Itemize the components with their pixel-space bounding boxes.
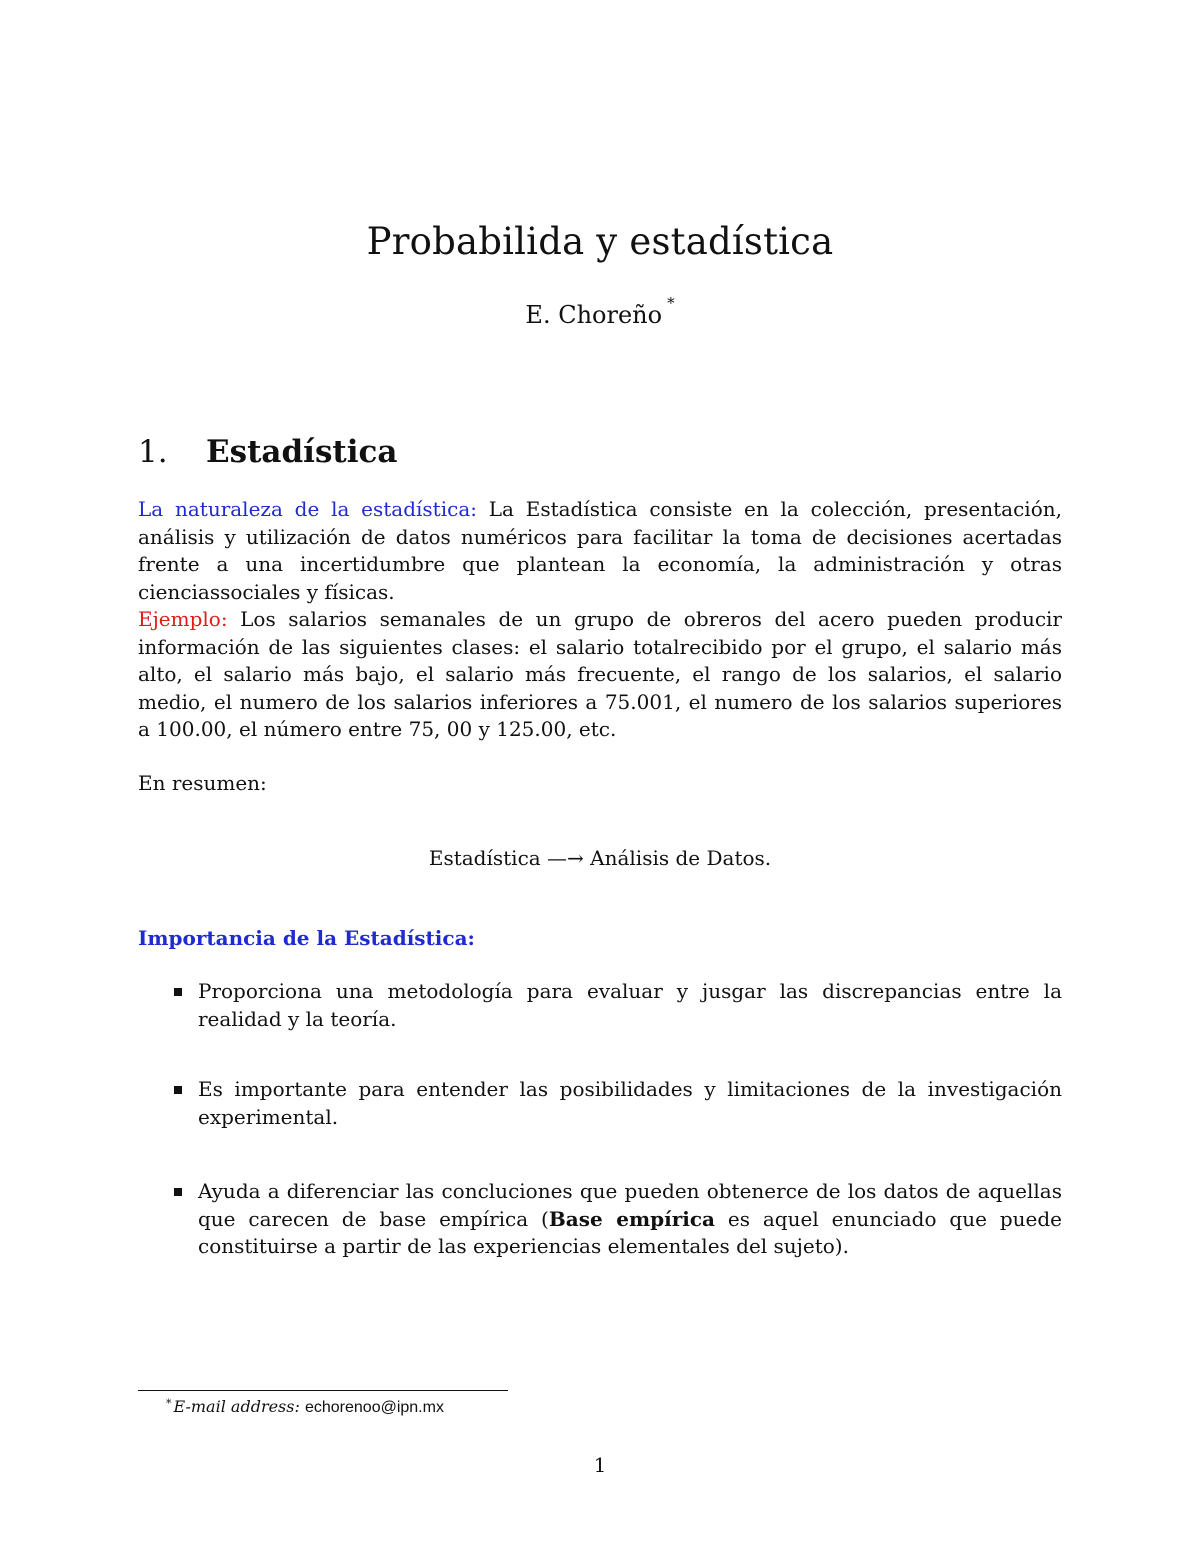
- example-label: Ejemplo:: [138, 607, 228, 631]
- footnote-label: E-mail address:: [173, 1397, 300, 1416]
- example-text: Los salarios semanales de un grupo de obreros del acero pueden producir información de las siguientes clases: el salario totalrecibido por el grupo, el salario más alto, el salario más bajo, el salario más frecuente, el rango de los salarios, el salario medio, el numero de los salarios inferiores a 75.001, el numero de los salarios superiores a 100.00, el número entre 75, 00 y 125.00, etc.: [138, 607, 1062, 741]
- document-title: Probabilida y estadística: [366, 220, 834, 263]
- bullet-text-after: es aquel enunciado que puede constituirse a partir de las experiencias elementales del sujeto).: [198, 1206, 1062, 1258]
- footnote: [166, 1397, 444, 1417]
- footnote-divider: [138, 1390, 508, 1391]
- nature-paragraph: [138, 496, 1062, 606]
- square-bullet-icon: [174, 988, 182, 996]
- summary-label: En resumen:: [138, 771, 267, 795]
- bullet-text: [198, 1178, 1062, 1261]
- bullet-text: Proporciona una metodología para evaluar y jusgar las discrepancias entre la realidad y la teoría.: [198, 979, 1062, 1031]
- bullet-bold-term: Base empírica: [548, 1206, 715, 1231]
- nature-label: La naturaleza de la estadística:: [138, 497, 477, 521]
- summary-formula: Estadística —→ Análisis de Datos.: [428, 846, 772, 870]
- square-bullet-icon: [174, 1086, 182, 1094]
- footnote-mark: *: [166, 1397, 172, 1410]
- section-number: 1.: [138, 434, 168, 470]
- section-heading: [138, 434, 397, 470]
- square-bullet-icon: [174, 1188, 182, 1196]
- bullet-text: Es importante para entender las posibilidades y limitaciones de la investigación experimental.: [198, 1077, 1062, 1129]
- author-footnote-mark: *: [667, 294, 675, 312]
- section-title: Estadística: [206, 434, 398, 470]
- author-name: E. Choreño: [525, 301, 663, 329]
- nature-text: La Estadística consiste en la colección, presentación, análisis y utilización de datos numéricos para facilitar la toma de decisiones acertadas frente a una incertidumbre que plantean la economía, la administración y otras cienciassociales y físicas.: [138, 497, 1062, 604]
- bullet-text-before: Ayuda a diferenciar las concluciones que pueden obtenerce de los datos de aquellas que carecen de base empírica (: [198, 1179, 1062, 1231]
- importance-heading: Importancia de la Estadística:: [138, 926, 475, 950]
- author-line: [0, 294, 1200, 329]
- page-number: 1: [593, 1453, 607, 1477]
- footnote-email[interactable]: echorenoo@ipn.mx: [304, 1399, 444, 1416]
- example-paragraph: [138, 606, 1062, 744]
